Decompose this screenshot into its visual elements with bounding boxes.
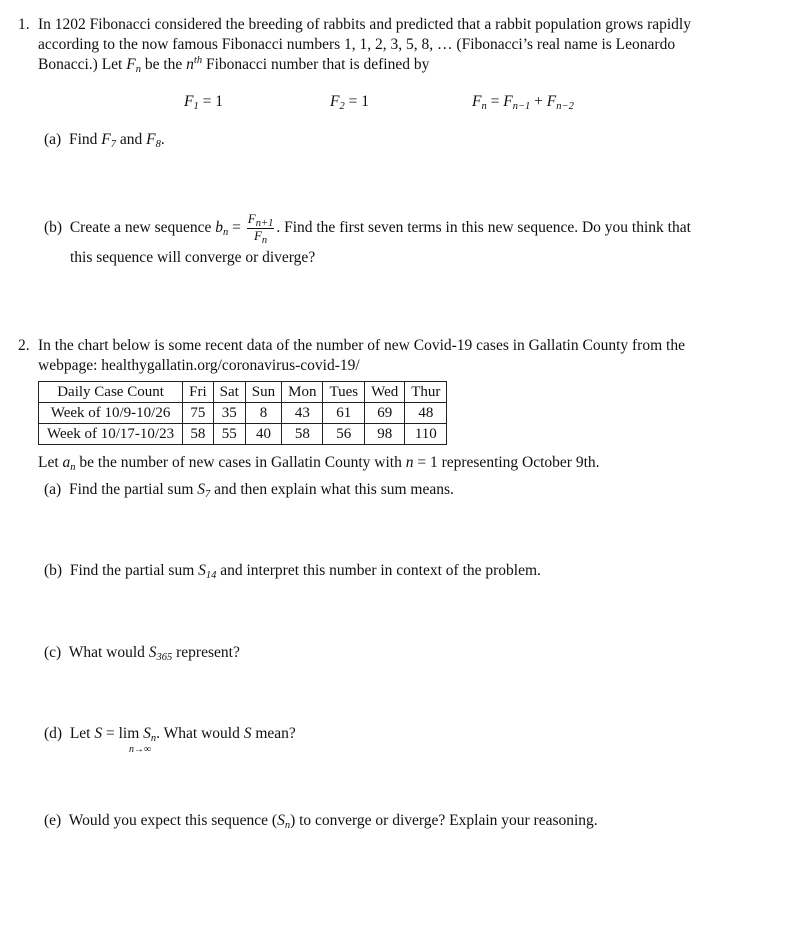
limit-subscript: n→∞: [129, 744, 152, 755]
table-cell: 43: [282, 403, 323, 424]
q2-part-e: (e) Would you expect this sequence (Sn) to converge or diverge? Explain your reasoning.: [44, 812, 598, 831]
table-header-cell: Thur: [405, 382, 447, 403]
q1-line2: according to the now famous Fibonacci numbers 1, 1, 2, 3, 5, 8, … (Fibonacci’s real name is Leonardo: [38, 36, 676, 53]
q2-part-c: (c) What would S365 represent?: [44, 644, 240, 663]
q2-number: 2.: [18, 337, 30, 354]
table-cell: 61: [323, 403, 365, 424]
table-header-cell: Wed: [365, 382, 405, 403]
table-cell: 58: [183, 424, 214, 445]
table-cell: 40: [245, 424, 281, 445]
table-cell: 69: [365, 403, 405, 424]
b-fraction: $\frac{F_{n+1}}{F_n}$: [247, 210, 274, 246]
table-cell: 8: [245, 403, 281, 424]
q2-part-d: (d) Let S = lim Sn. What would S mean?: [44, 725, 296, 744]
q1-line3: Bonacci.) Let Fn be the $n^{th}$ Fibonacci number that is defined by: [38, 55, 430, 75]
table-header-cell: Mon: [282, 382, 323, 403]
q1-part-a: (a) Find F7 and F8.: [44, 131, 165, 150]
table-cell: 110: [405, 424, 447, 445]
q2-part-b: (b) Find the partial sum S14 and interpret this number in context of the problem.: [44, 562, 541, 581]
q1-number: 1.: [18, 16, 30, 33]
table-cell: 56: [323, 424, 365, 445]
table-header-cell: Daily Case Count: [39, 382, 183, 403]
table-row: [39, 424, 447, 445]
q1-def-f2: F2 = 1: [330, 93, 369, 112]
q2-intro: In the chart below is some recent data of the number of new Covid-19 cases in Gallatin County from the: [38, 337, 685, 354]
table-header-cell: Sun: [245, 382, 281, 403]
q1-part-b-line2: this sequence will converge or diverge?: [70, 249, 316, 266]
table-cell: Week of 10/17-10/23: [39, 424, 183, 445]
q1-part-b: (b) Create a new sequence bn = $\frac{F_{n+1}}{F_n}$ . Find the first seven terms in this new sequence. Do you think that: [44, 210, 691, 246]
q1-def-recurrence: Fn = Fn−1 + Fn−2: [472, 93, 574, 112]
table-cell: 55: [213, 424, 245, 445]
table-header-cell: Sat: [213, 382, 245, 403]
table-cell: Week of 10/9-10/26: [39, 403, 183, 424]
table-cell: 75: [183, 403, 214, 424]
q2-line2: webpage: healthygallatin.org/coronavirus-covid-19/: [38, 357, 360, 374]
table-cell: 58: [282, 424, 323, 445]
table-header-cell: Tues: [323, 382, 365, 403]
table-header-cell: Fri: [183, 382, 214, 403]
table-header-row: [39, 382, 447, 403]
table-cell: 48: [405, 403, 447, 424]
case-table: [38, 381, 447, 445]
q1-intro: In 1202 Fibonacci considered the breeding of rabbits and predicted that a rabbit population grows rapidly: [38, 16, 691, 33]
table-cell: 35: [213, 403, 245, 424]
q1-def-f1: F1 = 1: [184, 93, 223, 112]
q2-part-a: (a) Find the partial sum S7 and then explain what this sum means.: [44, 481, 454, 500]
q2-let-statement: Let an be the number of new cases in Gallatin County with n = 1 representing October 9th.: [38, 454, 600, 473]
table-row: [39, 403, 447, 424]
table-cell: 98: [365, 424, 405, 445]
